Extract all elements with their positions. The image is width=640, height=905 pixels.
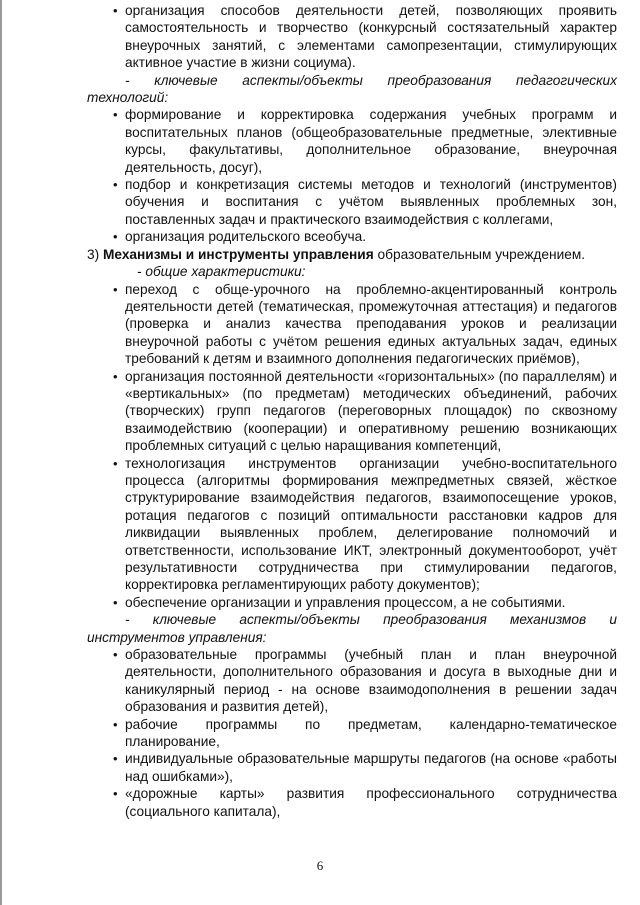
list-item-text: подбор и конкретизация системы методов и технологий (инструментов) обучения и воспитания с учётом выявленных проблемных зон, поставленных задач и практического взаимодействия с коллегами,: [125, 177, 617, 227]
bullet: •: [113, 107, 118, 123]
bullet: •: [113, 786, 118, 802]
section-title-rest: образовательным учреждением.: [373, 246, 586, 262]
bullet: •: [113, 647, 118, 663]
list-item-text: образовательные программы (учебный план и план внеурочной деятельности, дополнительного образования и досуга в выходные дни и каникулярный период - на основе взаимодополнения в решении задач образования и развития детей),: [125, 647, 617, 715]
list-item: [97, 106, 617, 176]
list-item: [97, 594, 617, 611]
list-item: [97, 785, 617, 820]
list-item: [97, 176, 617, 228]
list-item-text: рабочие программы по предметам, календарно-тематическое планирование,: [125, 716, 617, 750]
list-item: [97, 646, 617, 716]
general-characteristics-label: - общие характеристики:: [137, 264, 306, 280]
list-item-text: организация способов деятельности детей, позволяющих проявить самостоятельность и творчество (конкурсный состязательный характер внеурочных занятий, с элементами самопрезентации, стимулирующих активное участие в жизни социума).: [125, 3, 617, 71]
key-mechanisms-heading-cont: инструментов управления:: [87, 629, 267, 645]
bullet: •: [113, 716, 118, 732]
bullet: •: [113, 177, 118, 193]
list-item: [97, 2, 617, 72]
key-aspects-heading-cont: технологий:: [87, 90, 169, 106]
section-number: 3): [87, 246, 100, 262]
list-item-text: индивидуальные образовательные маршруты педагогов (на основе «работы над ошибками»),: [125, 751, 617, 784]
bullet: •: [113, 594, 118, 610]
list-item-text: переход с обще-урочного на проблемно-акцентированный контроль деятельности детей (тематическая, промежуточная аттестация) и педагогов (проверка и анализ качества преподавания уроков и реализации внеурочной работы с учётом решения единых актуальных задач, единых требований к детям и взаимного дополнения педагогических приёмов),: [125, 281, 617, 367]
list-item: [97, 750, 617, 785]
bullet: •: [113, 455, 118, 471]
list-item-text: «дорожные карты» развития профессионального сотрудничества (социального капитала),: [125, 786, 617, 819]
bullet: •: [113, 3, 118, 18]
bullet: •: [113, 229, 118, 245]
bullet: •: [113, 281, 118, 297]
section-title-bold: Механизмы и инструменты управления: [102, 246, 374, 262]
list-item: [97, 368, 617, 455]
scan-edge: [0, 0, 2, 905]
document-page: [87, 2, 617, 820]
list-item: [97, 228, 617, 245]
bullet: •: [113, 751, 118, 767]
list-item-text: формирование и корректировка содержания учебных программ и воспитательных планов (общеобразовательные предметные, элективные курсы, факультативы, дополнительное образование, внеурочная деятельность, досуг),: [125, 107, 617, 175]
list-item: [97, 716, 617, 751]
key-mechanisms-heading: - ключевые аспекты/объекты преобразования механизмов и: [125, 612, 617, 628]
key-aspects-heading: - ключевые аспекты/объекты преобразования педагогических: [125, 72, 617, 88]
list-item: [97, 281, 617, 368]
page-number: 6: [316, 858, 324, 873]
list-item-text: организация родительского всеобуча.: [125, 229, 367, 245]
list-item: [97, 455, 617, 594]
section-heading: [87, 246, 617, 263]
list-item-text: технологизация инструментов организации учебно-воспитательного процесса (алгоритмы формирования межпредметных связей, жёсткое структурирование взаимодействия педагогов, взаимопосещение уроков, ротация педагогов с позиций оптимальности расстановки кадров для ликвидации выявленных проблем, делегирование полномочий и ответственности, использование ИКТ, электронный документооборот, учёт результативности сотрудничества при стимулировании педагогов, корректировка регламентирующих работу документов);: [125, 455, 617, 593]
bullet: •: [113, 368, 118, 384]
list-item-text: обеспечение организации и управления процессом, а не событиями.: [125, 594, 566, 610]
list-item-text: организация постоянной деятельности «горизонтальных» (по параллелям) и «вертикальных» (по предметам) методических объединений, рабочих (творческих) групп педагогов (переговорных площадок) по сквозному взаимодействию (кооперации) и оперативному решению возникающих проблемных ситуаций с целью наращивания компетенций,: [125, 368, 617, 454]
